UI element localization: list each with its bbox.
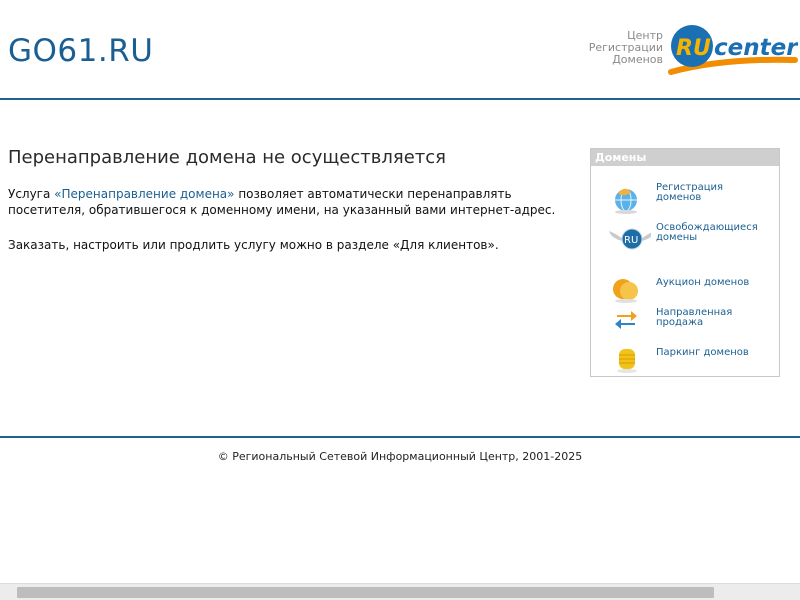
description-suffix: позволяет автоматически перенаправлять посетителя, обратившегося к доменному имени, на указанный вами интернет-адрес. [8,187,556,217]
globe-icon [607,183,645,215]
arrows-icon [607,303,645,335]
service-description [8,186,568,218]
redirect-service-link[interactable]: «Перенаправление домена» [54,187,235,201]
menu-label: Регистрация доменов [656,182,724,203]
header-divider [0,98,800,100]
description-prefix: Услуга [8,187,55,201]
menu-item-auction[interactable] [591,273,779,307]
brand-line: Доменов [612,53,663,66]
ru-wings-icon [601,223,651,255]
domains-panel [590,148,780,377]
horizontal-scrollbar[interactable] [0,583,800,600]
footer [0,450,800,464]
logo-center-text: center [714,35,798,61]
brand-line: Регистрации [588,41,663,54]
svg-text:RU: RU [624,235,639,246]
menu-item-parking[interactable] [591,343,779,377]
footer-divider [0,436,800,438]
copyright: © Региональный Сетевой Информационный Центр, 2001-2025 [217,450,583,463]
page-title: Перенаправление домена не осуществляется [8,147,446,168]
menu-item-expiring-domains[interactable] [591,223,779,257]
logo-ru-text: RU [676,36,711,61]
site-title[interactable]: GO61.RU [8,33,154,69]
coins-icon [607,273,645,305]
brand-line: Центр [627,29,663,42]
header [0,0,800,100]
order-instructions: Заказать, настроить или продлить услугу можно в разделе «Для клиентов». [8,238,499,252]
scrollbar-thumb[interactable] [17,587,714,598]
main-content [8,146,568,252]
panel-title: Домены [591,149,779,166]
menu-item-directed-sale[interactable] [591,303,779,337]
brand-text[interactable] [589,30,663,66]
coin-stack-icon [607,343,645,375]
menu-label: Направленная продажа [656,307,733,328]
ru-center-logo[interactable] [668,22,798,84]
menu-label: Паркинг доменов [656,347,749,358]
menu-item-registration[interactable] [591,183,779,217]
menu-label: Освобождающиеся домены [656,222,758,243]
menu-label: Аукцион доменов [656,277,750,288]
